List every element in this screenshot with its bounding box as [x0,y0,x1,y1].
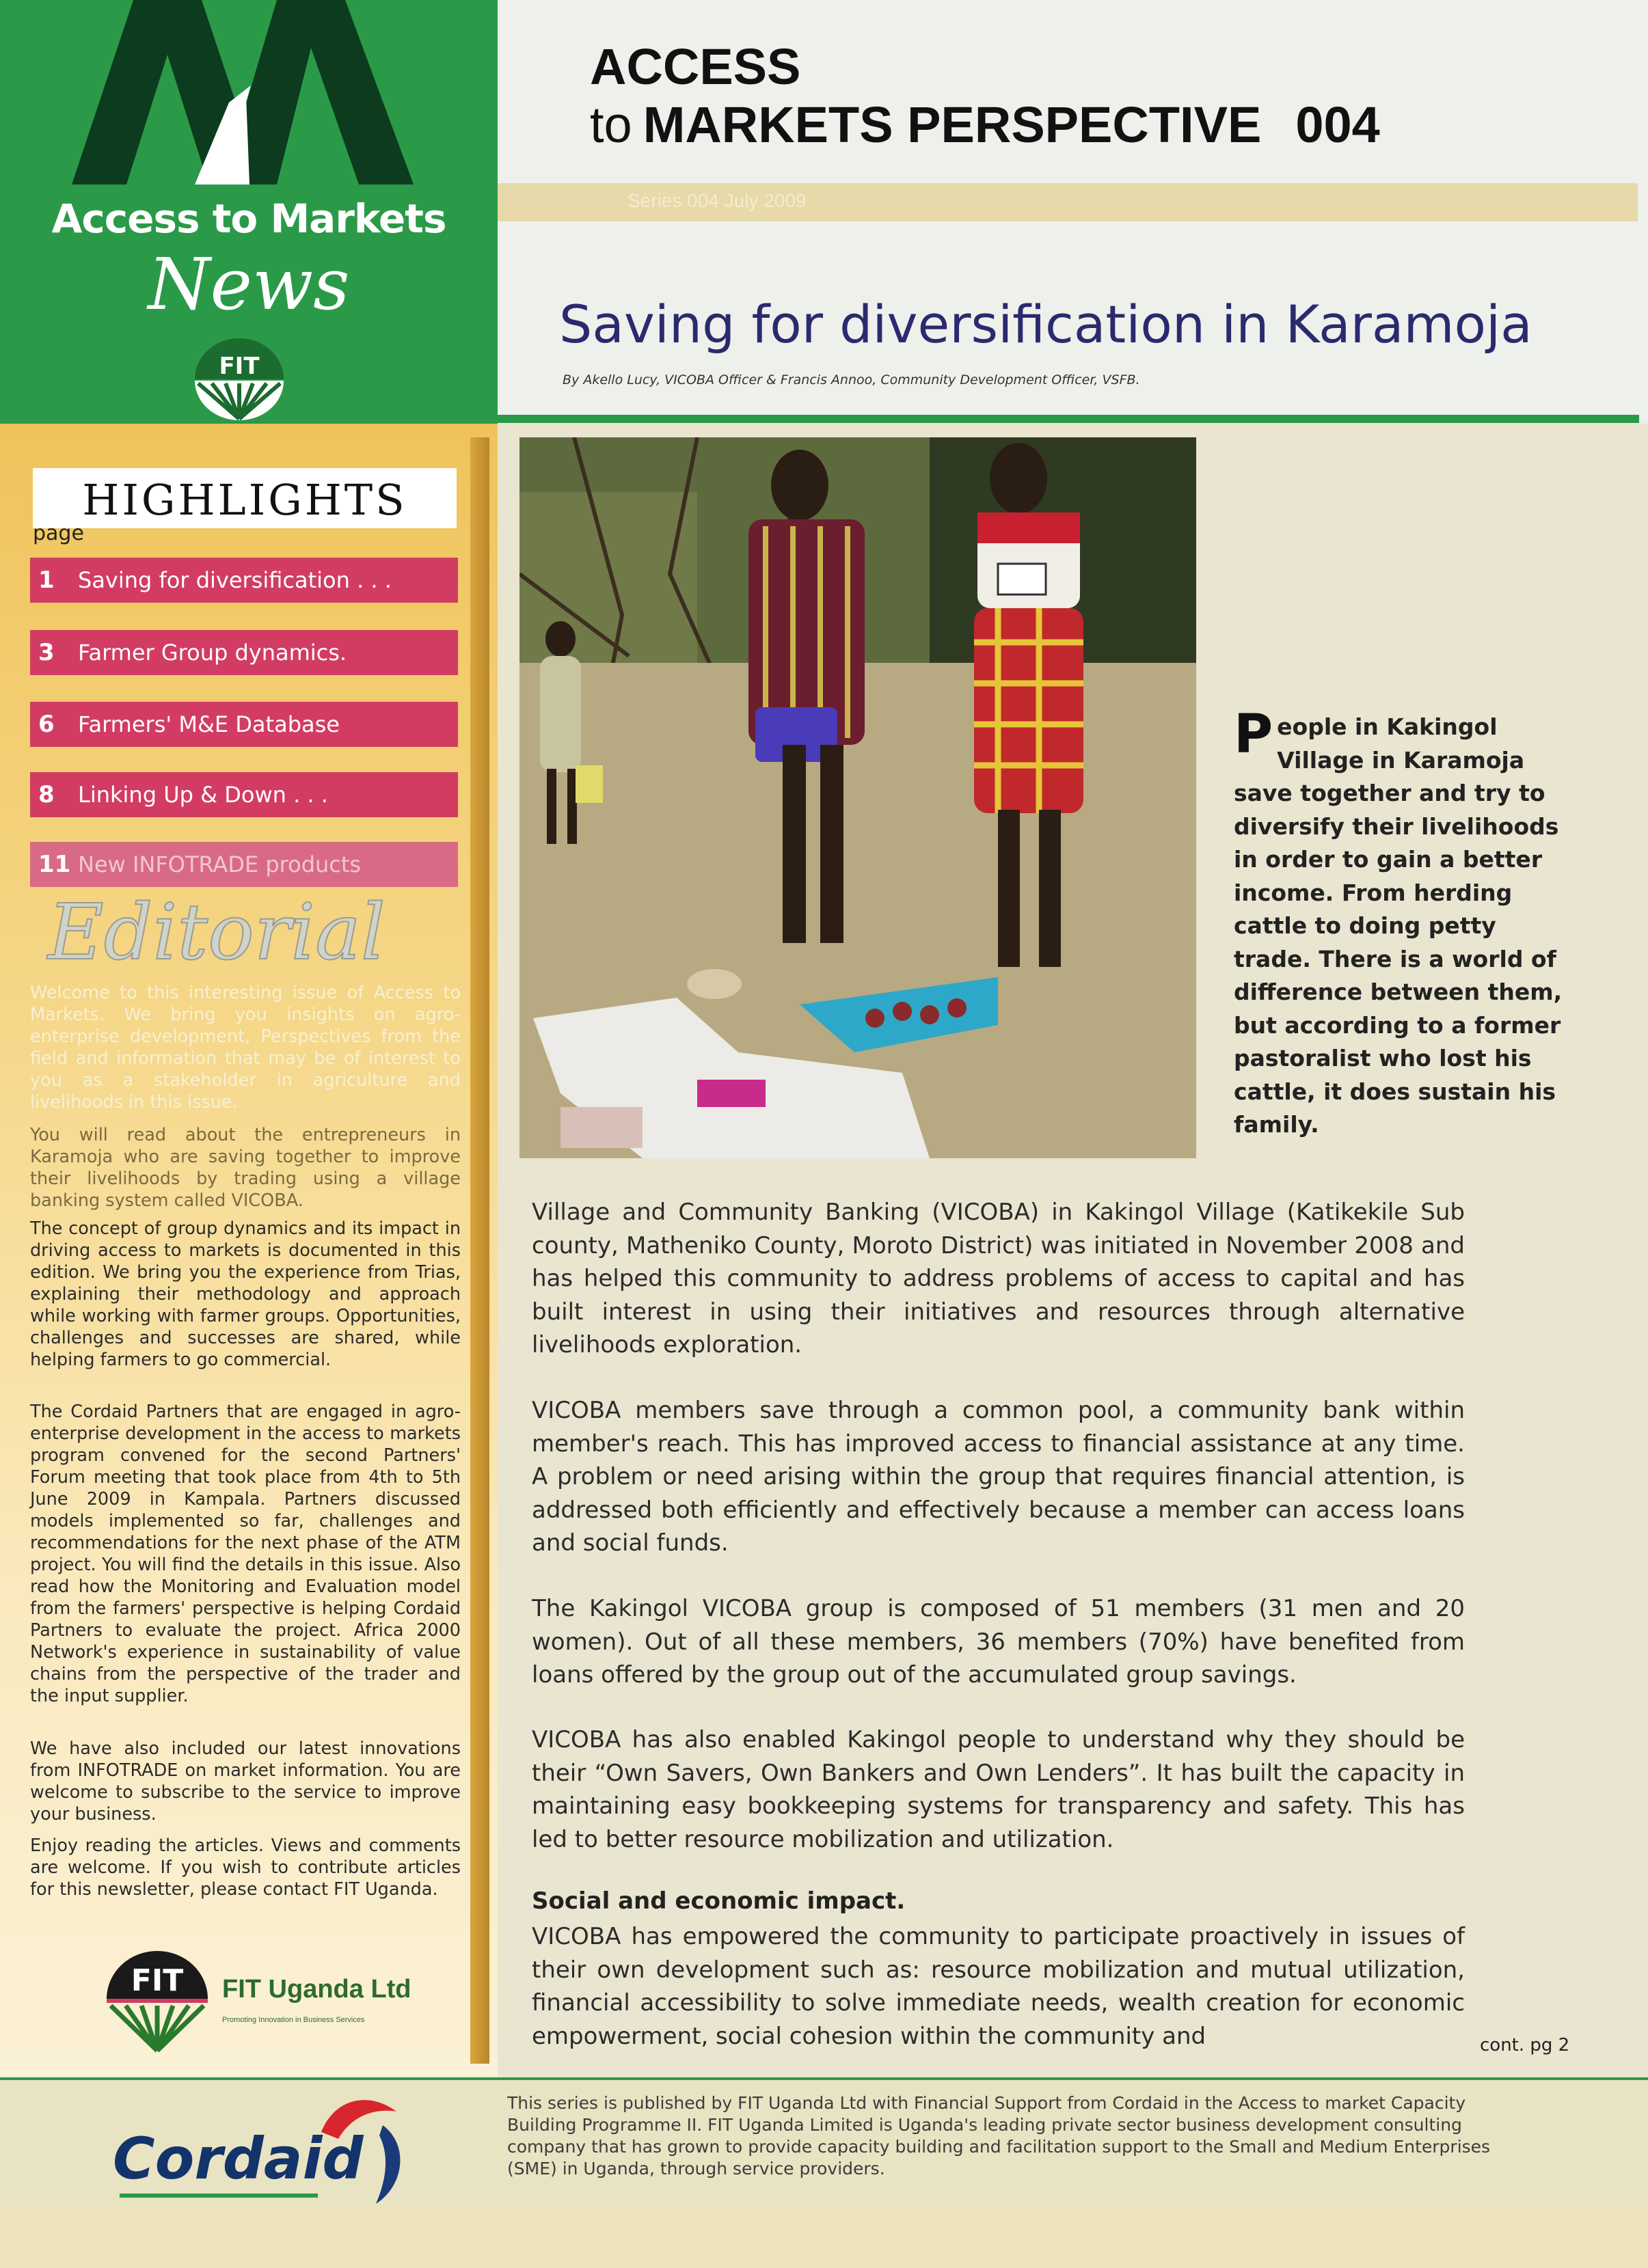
logo-title: Access to Markets [51,195,446,242]
lead-dropcap: P [1234,704,1273,765]
issue-number: 004 [1295,96,1380,153]
highlight-page: 3 [38,639,55,666]
sidebar-edge [470,437,489,2064]
continued-label: cont. pg 2 [1480,2035,1570,2055]
article-paragraph: The Kakingol VICOBA group is composed of 51 members (31 men and 20 women). Out of all these members, 36 members (70%) have benefited from loans offered by the group out of the accumulated group savings. [532,1595,1465,1689]
title-to: to [590,96,632,153]
highlight-label: Farmers' M&E Database [78,711,340,737]
editorial-paragraph: The concept of group dynamics and its impact in driving access to markets is documented in this edition. We bring you the experience from Trias, explaining their methodology and approach while working with farmer groups. Opportunities, challenges and successes are shared, while helping farmers to go commercial. [30,1218,461,1370]
fit-logo-text: FIT [131,1963,184,1998]
editorial-paragraph: We have also included our latest innovations from INFOTRADE on market information. You are welcome to subscribe to the service to improve your business. [30,1738,461,1825]
highlight-item[interactable] [30,842,458,887]
cordaid-logo-text: Cordaid [113,2125,364,2192]
fit-tagline: Promoting Innovation in Business Services [222,2016,365,2024]
highlight-item[interactable] [30,558,458,603]
article-photo [519,437,1196,1158]
highlights-page-label: page [33,521,84,545]
highlight-page: 8 [38,781,55,808]
highlight-page: 11 [38,851,71,878]
svg-text:FIT: FIT [219,353,260,380]
fit-emblem-icon [191,338,287,420]
highlight-page: 6 [38,711,55,738]
atm-logo-icon [72,0,414,191]
highlight-item[interactable] [30,772,458,817]
highlight-label: Linking Up & Down . . . [78,782,328,808]
publication-title-line1: ACCESS [590,38,801,95]
publication-title-line2 [590,96,1380,154]
article-paragraph: VICOBA has empowered the community to participate proactively in issues of their own development such as: resource mobilization and mutual utilization, financial accessibility to solve immediate needs, wealth creation for economic empowerment, social cohesion within the community and [532,1923,1465,2050]
masthead-logo-panel [0,0,498,424]
highlight-label: Saving for diversification . . . [78,567,392,593]
highlights-box [33,468,457,528]
header-divider [498,415,1639,423]
article-lead [1234,704,1576,1142]
article-byline: By Akello Lucy, VICOBA Officer & Francis Annoo, Community Development Officer, VSFB. [563,372,1140,387]
fit-company-name: FIT Uganda Ltd [222,1975,411,2004]
highlight-item[interactable] [30,702,458,747]
article-title: Saving for diversification in Karamoja [559,294,1532,355]
highlight-label: New INFOTRADE products [78,851,362,877]
footer-divider [0,2077,1648,2080]
highlight-label: Farmer Group dynamics. [78,640,347,666]
article-paragraph: VICOBA members save through a common pool, a community bank within member's reach. This has improved access to financial assistance at any time. A problem or need arising within the group that requires financial attention, is addressed both efficiently and effectively because a member can access loans and social funds. [532,1397,1465,1557]
editorial-paragraph: Welcome to this interesting issue of Access to Markets. We bring you insights on agro-enterprise development, Perspectives from the field and information that may be of interest to you as a stakeholder in agriculture and livelihoods in this issue. [30,983,461,1112]
footer-text: This series is published by FIT Uganda Ltd with Financial Support from Cordaid in the Access to market Capacity Building Programme II. FIT Uganda Limited is Uganda's leading private sector business development consulting company that has grown to provide capacity building and facilitation support to the Small and Medium Enterprises (SME) in Uganda, through service providers. [507,2093,1491,2178]
article-paragraph: VICOBA has also enabled Kakingol people to understand why they should be their “Own Savers, Own Bankers and Own Lenders”. It has built the capacity in maintaining easy bookkeeping systems for transparency and safety. This has led to better resource mobilization and utilization. [532,1726,1465,1853]
logo-news: News [148,243,350,326]
highlight-item[interactable] [30,630,458,675]
series-label: Series 004 July 2009 [627,190,807,211]
editorial-paragraph: The Cordaid Partners that are engaged in agro-enterprise development in the access to markets program convened for the second Partners' Forum meeting that took place from 4th to 5th June 2009 in Kampala. Partners discussed models implemented so far, challenges and recommendations for the next phase of the ATM project. You will find the details in this issue. Also read how the Monitoring and Evaluation model from the farmers' perspective is helping Cordaid Partners to evaluate the project. Africa 2000 Network's experience in sustainability of value chains from the perspective of the trader and the input supplier. [30,1402,461,1706]
series-band [498,183,1638,221]
fit-logo-icon [103,1944,212,2053]
highlights-title: HIGHLIGHTS [82,475,407,525]
editorial-paragraph: Enjoy reading the articles. Views and comments are welcome. If you wish to contribute articles for this newsletter, please contact FIT Uganda. [30,1835,461,1900]
masthead-header [498,0,1648,424]
editorial-paragraph: You will read about the entrepreneurs in Karamoja who are saving together to improve their livelihoods by trading using a village banking system called VICOBA. [30,1125,461,1211]
highlight-page: 1 [38,566,55,594]
title-main: MARKETS PERSPECTIVE [643,96,1262,153]
bottom-strip [0,2206,1648,2268]
article-paragraph: Village and Community Banking (VICOBA) in Kakingol Village (Katikekile Sub county, Matheniko County, Moroto District) was initiated in November 2008 and has helped this community to address problems of access to capital and has built interest in using their initiatives and resources through alternative livelihoods exploration. [532,1199,1465,1358]
lead-text: eople in Kakingol Village in Karamoja save together and try to diversify their livelihoods in order to gain a better income. From herding cattle to doing petty trade. There is a world of difference between them, but according to a former pastoralist who lost his cattle, it does sustain his family. [1234,713,1563,1138]
impact-heading: Social and economic impact. [532,1887,906,1915]
editorial-heading: Editorial [48,888,386,977]
